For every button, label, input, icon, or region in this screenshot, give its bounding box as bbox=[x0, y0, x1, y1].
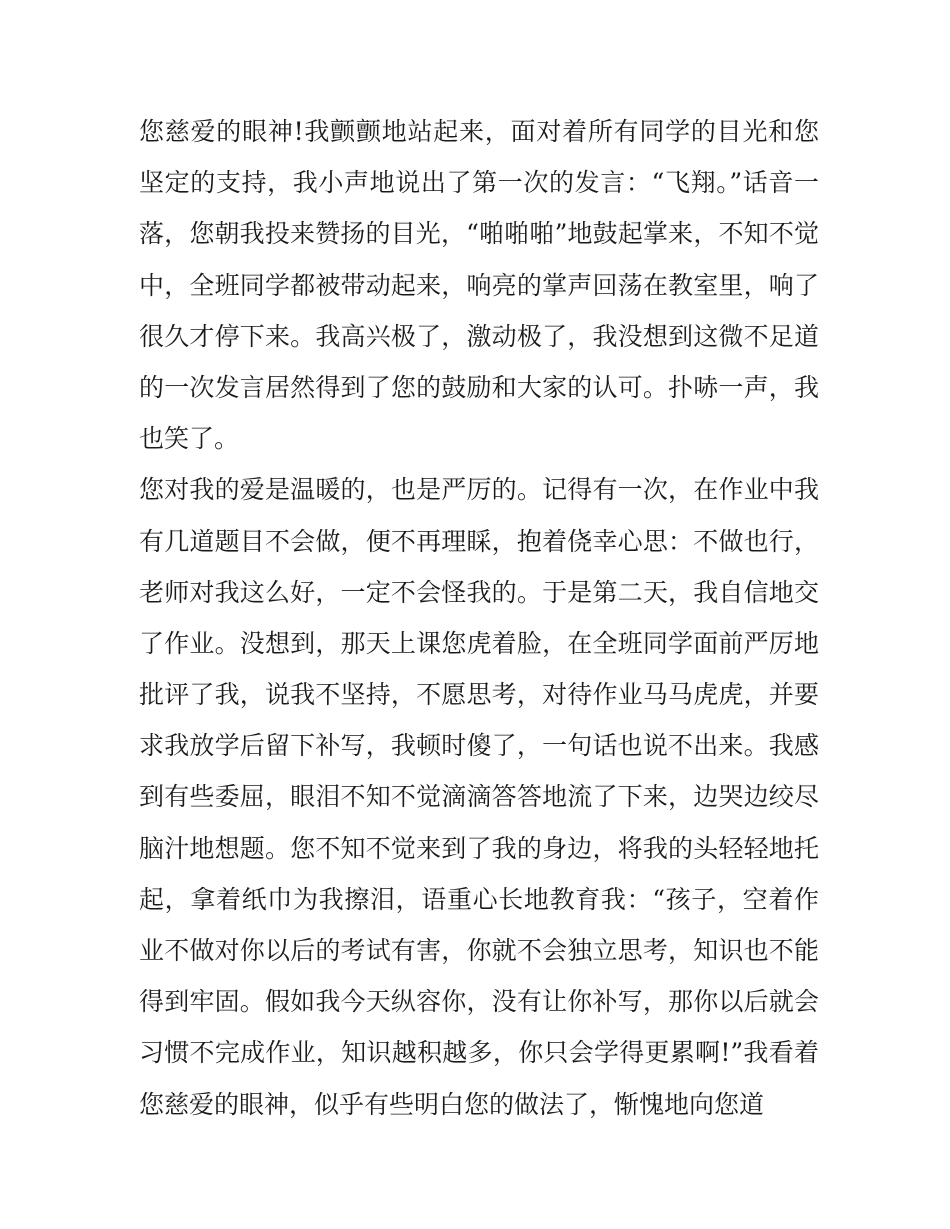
text-line: 中，全班同学都被带动起来，响亮的掌声回荡在教室里，响了 bbox=[139, 270, 819, 300]
text-line: 批评了我，说我不坚持，不愿思考，对待作业马马虎虎，并要 bbox=[139, 680, 819, 710]
text-line: 业不做对你以后的考试有害，你就不会独立思考，知识也不能 bbox=[139, 936, 819, 965]
text-line: 起，拿着纸巾为我擦泪，语重心长地教育我：“孩子，空着作 bbox=[139, 884, 819, 914]
text-line: 也笑了。 bbox=[139, 424, 240, 454]
body-text bbox=[139, 106, 819, 1130]
text-line: 习惯不完成作业，知识越积越多，你只会学得更累啊!”我看着 bbox=[139, 1038, 819, 1068]
text-line: 得到牢固。假如我今天纵容你，没有让你补写，那你以后就会 bbox=[139, 987, 819, 1017]
text-line: 老师对我这么好，一定不会怪我的。于是第二天，我自信地交 bbox=[139, 577, 819, 607]
text-line: 的一次发言居然得到了您的鼓励和大家的认可。扑哧一声，我 bbox=[139, 372, 819, 402]
text-line: 您慈爱的眼神!我颤颤地站起来，面对着所有同学的目光和您 bbox=[139, 117, 819, 146]
text-line: 脑汁地想题。您不知不觉来到了我的身边，将我的头轻轻地托 bbox=[139, 833, 819, 863]
text-line: 很久才停下来。我高兴极了，激动极了，我没想到这微不足道 bbox=[139, 321, 819, 351]
text-line: 您对我的爱是温暖的，也是严厉的。记得有一次，在作业中我 bbox=[139, 475, 819, 505]
text-line: 您慈爱的眼神，似乎有些明白您的做法了，惭愧地向您道 bbox=[139, 1089, 765, 1119]
text-line: 到有些委屈，眼泪不知不觉滴滴答答地流了下来，边哭边绞尽 bbox=[139, 782, 819, 812]
text-line: 了作业。没想到，那天上课您虎着脸，在全班同学面前严厉地 bbox=[139, 628, 819, 658]
text-line: 坚定的支持，我小声地说出了第一次的发言：“飞翔。”话音一 bbox=[139, 168, 819, 198]
text-line: 求我放学后留下补写，我顿时傻了，一句话也说不出来。我感 bbox=[139, 731, 819, 761]
text-line: 落，您朝我投来赞扬的目光，“啪啪啪”地鼓起掌来，不知不觉 bbox=[139, 219, 819, 249]
text-line: 有几道题目不会做，便不再理睬，抱着侥幸心思：不做也行， bbox=[139, 526, 819, 556]
